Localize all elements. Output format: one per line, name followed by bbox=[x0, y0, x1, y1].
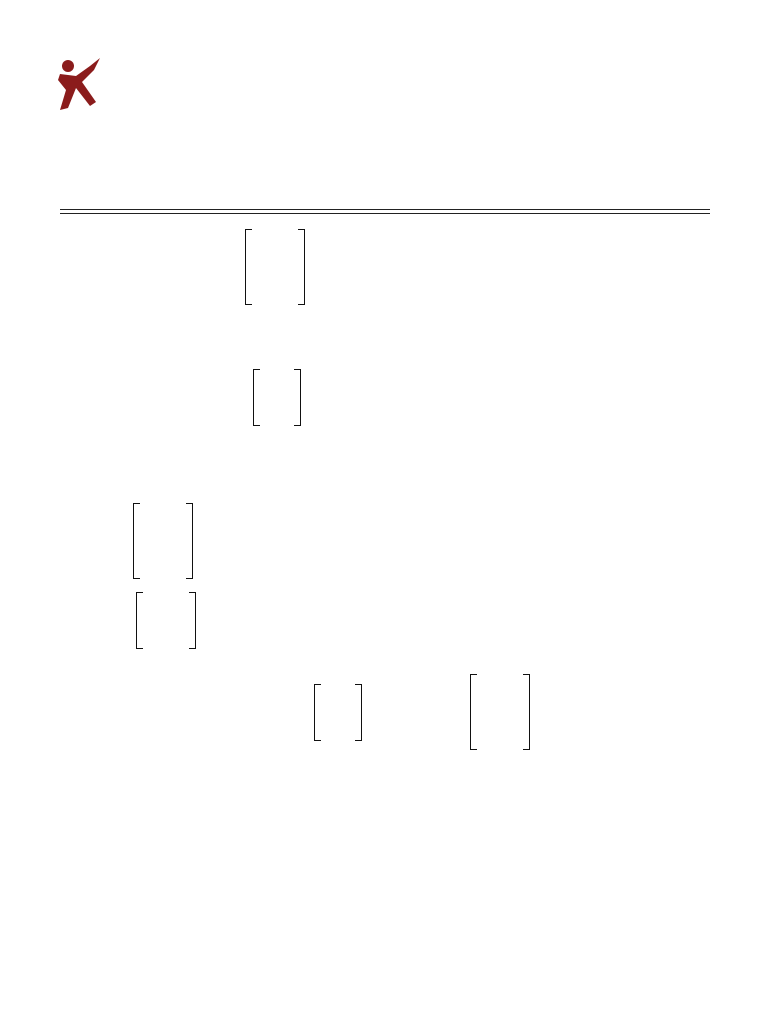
matrix-q1 bbox=[245, 229, 305, 305]
matrix-cell bbox=[166, 592, 178, 611]
university-logo bbox=[56, 56, 106, 114]
matrix-q6 bbox=[136, 592, 196, 649]
matrix-cell bbox=[488, 712, 500, 731]
matrix-cell bbox=[275, 248, 287, 267]
matrix-cell bbox=[142, 592, 154, 611]
matrix-cell bbox=[163, 560, 175, 579]
matrix-cell bbox=[166, 630, 178, 649]
matrix-cell bbox=[271, 407, 283, 426]
matrix-cell bbox=[476, 731, 488, 750]
matrix-cell bbox=[154, 592, 166, 611]
matrix-cell bbox=[163, 522, 175, 541]
matrix-cell bbox=[320, 722, 332, 741]
matrix-cell bbox=[163, 503, 175, 522]
matrix-cell bbox=[151, 560, 163, 579]
matrix-cell bbox=[500, 731, 512, 750]
matrix-cell bbox=[259, 407, 271, 426]
matrix-cell bbox=[139, 560, 151, 579]
matrix-cell bbox=[251, 229, 263, 248]
matrix-cell bbox=[500, 693, 512, 712]
matrix-cell bbox=[476, 693, 488, 712]
matrix-cell bbox=[263, 248, 275, 267]
header-rule-top bbox=[60, 209, 710, 210]
matrix-cell bbox=[500, 712, 512, 731]
matrix-cell bbox=[251, 286, 263, 305]
matrix-cell bbox=[275, 229, 287, 248]
matrix-cell bbox=[251, 267, 263, 286]
matrix-q3 bbox=[253, 369, 301, 426]
header-rule-bottom bbox=[60, 213, 710, 214]
matrix-cell bbox=[139, 503, 151, 522]
matrix-cell bbox=[142, 611, 154, 630]
matrix-cell bbox=[251, 248, 263, 267]
matrix-cell bbox=[166, 611, 178, 630]
matrix-cell bbox=[154, 611, 166, 630]
matrix-cell bbox=[263, 286, 275, 305]
matrix-cell bbox=[320, 703, 332, 722]
matrix-cell bbox=[271, 369, 283, 388]
matrix-q7-i bbox=[314, 684, 362, 741]
matrix-cell bbox=[151, 522, 163, 541]
matrix-cell bbox=[163, 541, 175, 560]
matrix-cell bbox=[142, 630, 154, 649]
matrix-q5 bbox=[133, 503, 193, 579]
matrix-cell bbox=[263, 229, 275, 248]
matrix-cell bbox=[151, 541, 163, 560]
matrix-cell bbox=[332, 722, 344, 741]
matrix-cell bbox=[275, 267, 287, 286]
matrix-cell bbox=[476, 712, 488, 731]
matrix-cell bbox=[259, 369, 271, 388]
matrix-cell bbox=[154, 630, 166, 649]
matrix-cell bbox=[488, 693, 500, 712]
matrix-cell bbox=[488, 674, 500, 693]
matrix-cell bbox=[151, 503, 163, 522]
matrix-q7-ii bbox=[470, 674, 530, 750]
matrix-cell bbox=[263, 267, 275, 286]
matrix-cell bbox=[271, 388, 283, 407]
matrix-cell bbox=[332, 703, 344, 722]
matrix-cell bbox=[500, 674, 512, 693]
matrix-cell bbox=[259, 388, 271, 407]
matrix-cell bbox=[320, 684, 332, 703]
matrix-cell bbox=[275, 286, 287, 305]
matrix-cell bbox=[476, 674, 488, 693]
matrix-cell bbox=[332, 684, 344, 703]
matrix-cell bbox=[488, 731, 500, 750]
matrix-cell bbox=[139, 541, 151, 560]
matrix-cell bbox=[139, 522, 151, 541]
